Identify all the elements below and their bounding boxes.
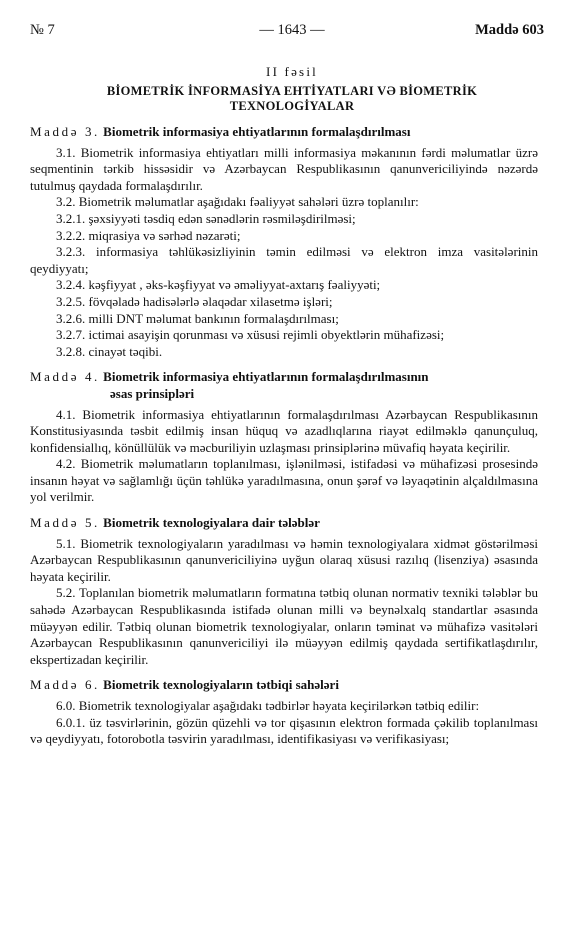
list-item: 3.2.4. kəşfiyyat , əks-kəşfiyyat və əməliyyat-axtarış fəaliyyəti; bbox=[56, 277, 381, 293]
paragraph: 3.1. Biometrik informasiya ehtiyatları milli informasiya məkanının fərdi məlumatlar üzrə seqmentinin tərkib hissəsidir və Azərbaycan Respublikasının qanunvericiliyində nəzərdə tutulmuş qaydada formalaşdırılır. bbox=[30, 144, 538, 193]
list-item: 3.2.2. miqrasiya və sərhəd nəzarəti; bbox=[56, 227, 241, 243]
list-item: 3.2.8. cinayət təqibi. bbox=[56, 343, 163, 359]
article-label: Maddə 3. bbox=[30, 124, 100, 139]
chapter-title-line1: BİOMETRİK İNFORMASİYA EHTİYATLARI VƏ BİOMETRİK bbox=[106, 84, 478, 98]
article-heading bbox=[30, 677, 538, 694]
chapter-title-line2: TEXNOLOGİYALAR bbox=[229, 99, 355, 113]
list-item: 3.2.7. ictimai asayişin qorunması və xüsusi rejimli obyektlərin mühafizəsi; bbox=[56, 327, 445, 343]
paragraph: 5.1. Biometrik texnologiyaların yaradılması və həmin texnologiyalara xidmət göstərilməsi Azərbaycan Respublikasının qanunvericiliyinə uyğun olaraq xüsusi razılıq (lisenziya) əsasında həyata keçirilir. bbox=[30, 535, 538, 584]
paragraph: 6.0.1. üz təsvirlərinin, gözün qüzehli və tor qişasının elektron formada çəkilib toplanılması və qeydiyyatı, fotorobotla təsvirin yaradılması, identifikasiyası və verifikasiyası; bbox=[30, 714, 538, 747]
paragraph: 3.2. Biometrik məlumatlar aşağıdakı fəaliyyət sahələri üzrə toplanılır: bbox=[56, 194, 419, 210]
article-title: Biometrik informasiya ehtiyatlarının formalaşdırılmasının bbox=[103, 369, 429, 385]
chapter-number: II fəsil bbox=[266, 64, 318, 79]
article-label: Maddə 6. bbox=[30, 677, 100, 693]
running-article: Maddə 603 bbox=[475, 22, 544, 38]
article-label: Maddə 5. bbox=[30, 515, 100, 531]
list-item: 3.2.3. informasiya təhlükəsizliyinin təmin edilməsi və elektron imza vasitələrinin qeydiyyatı; bbox=[30, 244, 538, 276]
article-title-cont: əsas prinsipləri bbox=[110, 385, 195, 401]
article-heading bbox=[30, 515, 538, 532]
paragraph: 5.2. Toplanılan biometrik məlumatların formatına tətbiq olunan normativ texniki tələblər bu sahədə Azərbaycan Respublikasında istifadə olunan milli və beynəlxalq standartlar əsasında müəyyən edilir. Tətbiq olunan biometrik texnologiyalar, onların təminat və mühafizə vasitələri Azərbaycan Respublikasının qanunvericiliyi ilə müəyyən edilmiş qaydada sertifikatlaşdırılır, ekspertizadan keçirilir. bbox=[30, 585, 538, 667]
issue-number: № 7 bbox=[30, 22, 55, 38]
article-label: Maddə 4. bbox=[30, 369, 100, 385]
article-title: Biometrik informasiya ehtiyatlarının formalaşdırılması bbox=[103, 124, 411, 139]
document-body bbox=[30, 124, 538, 748]
paragraph: 4.2. Biometrik məlumatların toplanılması, işlənilməsi, istifadəsi və mühafizəsi prosesində insanın həyat və sağlamlığı üçün təhlükə yaradılmasına, onun şərəf və ləyaqətinin alçaldılmasına yol verilmir. bbox=[30, 456, 538, 505]
chapter-title bbox=[40, 84, 544, 114]
page-number: — 1643 — bbox=[259, 22, 325, 38]
article-title: Biometrik texnologiyaların tətbiqi sahələri bbox=[103, 677, 339, 693]
list-item: 3.2.5. fövqəladə hadisələrlə əlaqədar xilasetmə işləri; bbox=[56, 293, 333, 309]
article-title: Biometrik texnologiyalara dair tələblər bbox=[103, 515, 320, 531]
paragraph: 6.0. Biometrik texnologiyalar aşağıdakı tədbirlər həyata keçirilərkən tətbiq edilir: bbox=[56, 698, 480, 713]
list-item: 3.2.6. milli DNT məlumat bankının formalaşdırılması; bbox=[56, 310, 339, 326]
paragraph: 4.1. Biometrik informasiya ehtiyatlarının formalaşdırılması Azərbaycan Respublikasının Konstitusiyasında təsbit edilmiş insan hüquq və azadlıqlarına riayət edilməklə qanunçuluq, konfidensiallıq, könüllülük və məcburiliyin uzlaşması prinsiplərinə müvafiq həyata keçirilir. bbox=[30, 406, 538, 455]
article-heading bbox=[30, 124, 538, 141]
article-heading bbox=[30, 369, 538, 402]
list-item: 3.2.1. şəxsiyyəti təsdiq edən sənədlərin rəsmiləşdirilməsi; bbox=[56, 210, 356, 226]
